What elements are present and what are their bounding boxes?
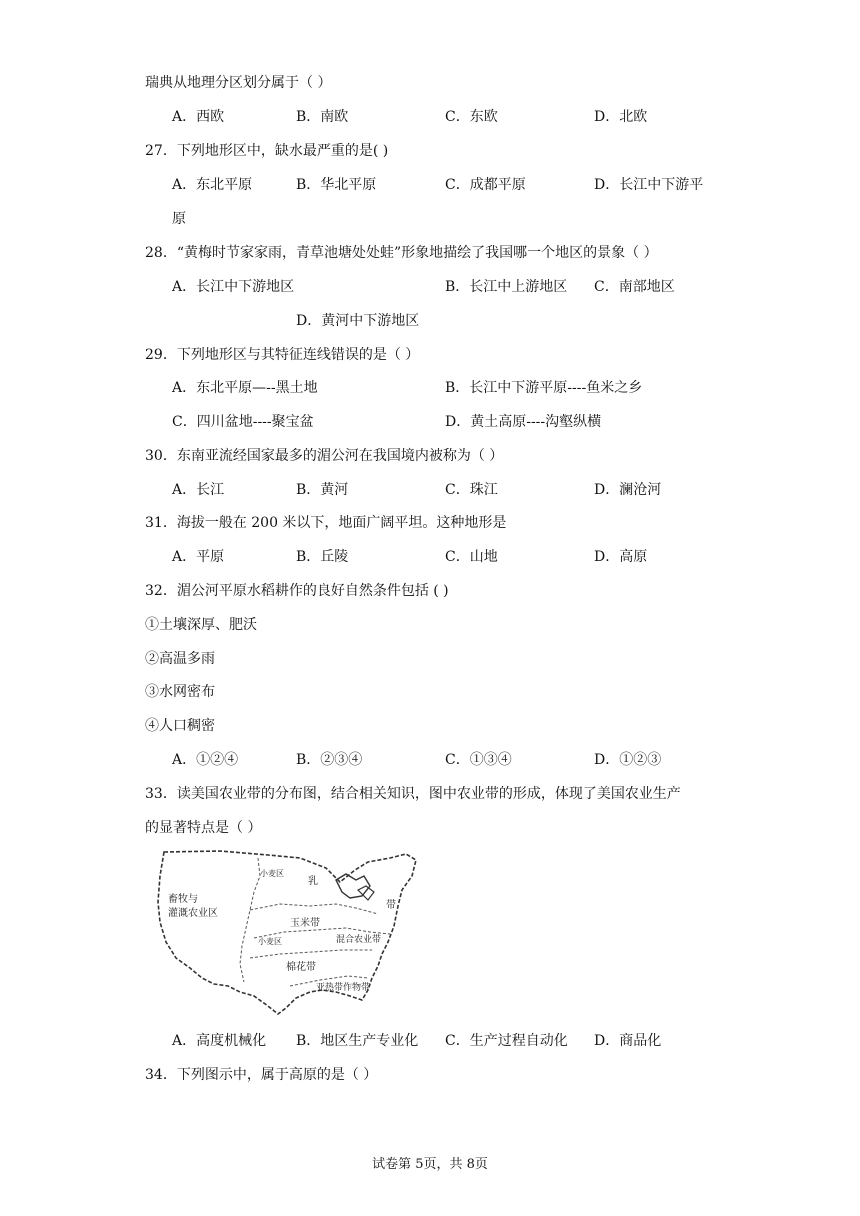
question-31-stem: 31．海拔一般在 200 米以下，地面广阔平坦。这种地形是	[145, 515, 507, 531]
q33-option-d: D．商品化	[594, 1033, 662, 1049]
q26-option-d: D．北欧	[594, 109, 648, 125]
us-outline	[158, 851, 416, 1014]
q27-option-c: C．成都平原	[445, 177, 526, 193]
map-label-corn: 玉米带	[290, 918, 320, 929]
q28-option-c: C．南部地区	[594, 279, 675, 295]
q32-option-c: C．①③④	[445, 752, 512, 768]
q29-option-b: B．长江中下游平原----鱼米之乡	[445, 380, 643, 396]
q27-option-b: B．华北平原	[296, 177, 377, 193]
map-label-mixed: 混合农业带	[336, 935, 382, 945]
q28-option-b: B．长江中上游地区	[445, 279, 568, 295]
map-label-small-b: 小麦区	[258, 937, 282, 946]
map-label-subtropical: 亚热带作物带	[316, 983, 371, 993]
q32-option-b: B．②③④	[296, 752, 363, 768]
q28-option-a: A．长江中下游地区	[172, 279, 295, 295]
q32-item: ②高温多雨	[145, 651, 215, 667]
q26-option-a: A．西欧	[172, 109, 225, 125]
map-figure	[150, 846, 422, 1018]
q31-option-b: B．丘陵	[296, 549, 349, 565]
q33-option-b: B．地区生产专业化	[296, 1033, 419, 1049]
q30-option-c: C．珠江	[445, 482, 498, 498]
q31-option-d: D．高原	[594, 549, 648, 565]
question-26-stem: 瑞典从地理分区划分属于（ ）	[145, 75, 332, 91]
belt-boundary	[240, 858, 260, 982]
question-29-stem: 29．下列地形区与其特征连线错误的是（ ）	[145, 347, 420, 363]
q26-option-b: B．南欧	[296, 109, 349, 125]
map-label-small-a: 小麦区	[260, 869, 284, 878]
q29-option-a: A．东北平原—--黑土地	[172, 380, 318, 396]
q32-item: ④人口稠密	[145, 718, 215, 734]
q32-item: ①土壤深厚、肥沃	[145, 617, 257, 633]
q30-option-d: D．澜沧河	[594, 482, 662, 498]
question-30-stem: 30．东南亚流经国家最多的湄公河在我国境内被称为（ ）	[145, 448, 504, 464]
q27-option-d: D．长江中下游平	[594, 177, 704, 193]
q27-option-d-continuation: 原	[172, 211, 186, 227]
question-32-stem: 32．湄公河平原水稻耕作的良好自然条件包括 ( )	[145, 583, 449, 599]
q28-option-d: D．黄河中下游地区	[296, 313, 420, 329]
q31-option-a: A．平原	[172, 549, 225, 565]
q29-option-d: D．黄土高原----沟壑纵横	[445, 414, 602, 430]
q31-option-c: C．山地	[445, 549, 498, 565]
us-agriculture-belt-map	[150, 846, 422, 1018]
map-label-ranch: 畜牧与	[168, 894, 198, 905]
q30-option-b: B．黄河	[296, 482, 349, 498]
question-28-stem: 28．“黄梅时节家家雨，青草池塘处处蛙”形象地描绘了我国哪一个地区的景象（ ）	[145, 245, 658, 261]
q32-option-d: D．①②③	[594, 752, 662, 768]
q33-option-a: A．高度机械化	[172, 1033, 267, 1049]
question-33-stem: 33．读美国农业带的分布图，结合相关知识，图中农业带的形成，体现了美国农业生产	[145, 786, 681, 802]
great-lakes	[358, 886, 374, 900]
map-label-cotton: 棉花带	[286, 962, 316, 973]
belt-boundary	[250, 904, 378, 914]
question-33-stem-cont: 的显著特点是（ ）	[145, 820, 262, 836]
belt-boundary	[250, 950, 372, 958]
map-label-dairy1: 乳	[308, 876, 318, 887]
q32-option-a: A．①②④	[172, 752, 239, 768]
map-label-dairy2: 带	[386, 900, 396, 911]
q30-option-a: A．长江	[172, 482, 225, 498]
q32-item: ③水网密布	[145, 684, 215, 700]
question-27-stem: 27．下列地形区中，缺水最严重的是( )	[145, 143, 389, 159]
page-footer: 试卷第 5页，共 8页	[372, 1157, 488, 1172]
q29-option-c: C．四川盆地----聚宝盆	[172, 414, 314, 430]
question-34-stem: 34．下列图示中，属于高原的是（ ）	[145, 1067, 378, 1083]
q26-option-c: C．东欧	[445, 109, 498, 125]
map-label-ranch2: 灌溉农业区	[168, 908, 218, 919]
q27-option-a: A．东北平原	[172, 177, 253, 193]
q33-option-c: C．生产过程自动化	[445, 1033, 568, 1049]
